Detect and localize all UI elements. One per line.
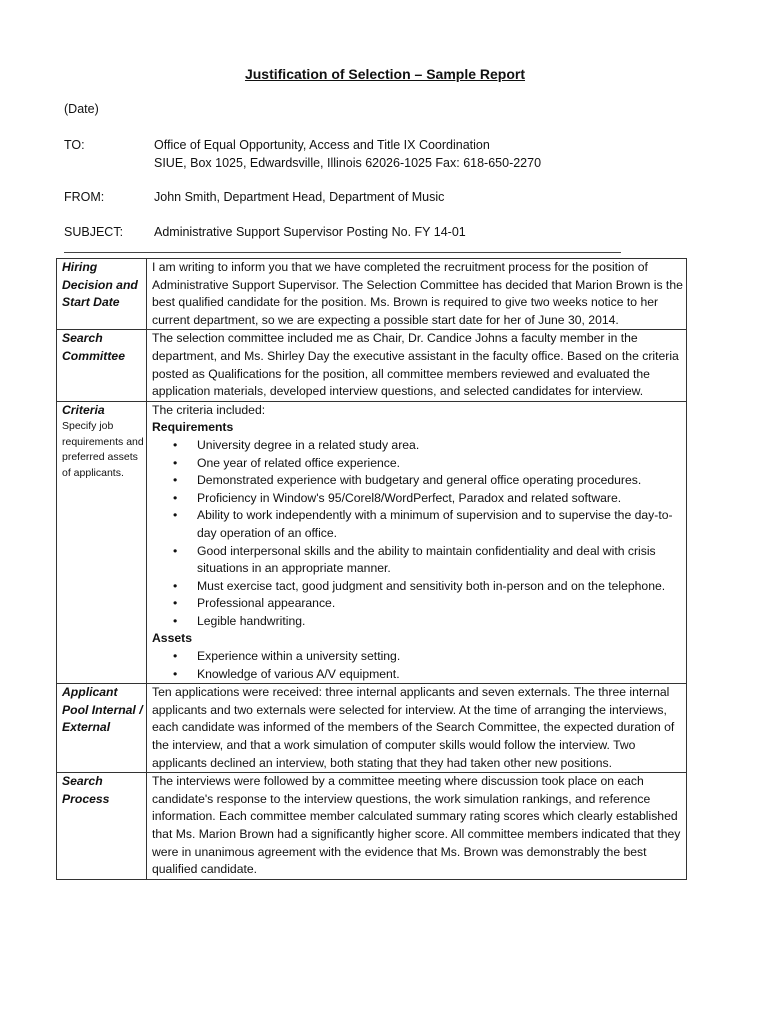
table-row (57, 773, 687, 880)
list-item: • Ability to work independently with a minimum of supervision and to supervise the day-to-day operation of an office. (197, 507, 684, 542)
criteria-sublabel: Specify job requirements and preferred assets of applicants. (62, 420, 144, 479)
document-title: Justification of Selection – Sample Report (244, 66, 526, 82)
from-label: FROM: (64, 190, 105, 204)
row-label-criteria: Criteria (62, 402, 105, 417)
list-item: • University degree in a related study area. (197, 437, 684, 455)
row-text-committee: The selection committee included me as Chair, Dr. Candice Johns a faculty member in the department, and Ms. Shirley Day the executive assistant in the faculty office. Based on the criteria posted as Qualifications for the position, all committee members reviewed and evaluated the application materials, developed interview questions, and selected candidates for interview. (147, 330, 687, 401)
row-text-pool: Ten applications were received: three internal applicants and seven externals. The three internal applicants and two externals were selected for interview. At the time of arranging the interviews, each candidate was informed of the members of the Search Committee, the expected duration of the interview, and that a work simulation of computer skills would follow the interview. Two applicants declined an interview, both stating that they had taken other new positions. (147, 684, 687, 773)
list-item: • Good interpersonal skills and the ability to maintain confidentiality and deal with crisis situations in an appropriate manner. (197, 543, 684, 578)
list-item: • Proficiency in Window's 95/Corel8/WordPerfect, Paradox and related software. (197, 490, 684, 508)
to-line-1: Office of Equal Opportunity, Access and Title IX Coordination (154, 138, 490, 152)
assets-heading: Assets (152, 631, 192, 646)
list-item: • Demonstrated experience with budgetary and general office operating procedures. (197, 472, 684, 490)
list-item: • Must exercise tact, good judgment and sensitivity both in-person and on the telephone. (197, 578, 684, 596)
row-label-hiring: Hiring Decision and Start Date (57, 259, 147, 330)
date-line: (Date) (64, 102, 99, 116)
list-item: • Professional appearance. (197, 595, 684, 613)
row-label-committee: Search Committee (57, 330, 147, 401)
list-item: • Legible handwriting. (197, 613, 684, 631)
to-value (154, 137, 714, 172)
list-item: • Knowledge of various A/V equipment. (197, 666, 684, 684)
requirements-heading: Requirements (152, 420, 234, 435)
to-line-2: SIUE, Box 1025, Edwardsville, Illinois 62026-1025 Fax: 618-650-2270 (154, 155, 542, 170)
row-text-process: The interviews were followed by a committee meeting where discussion took place on each candidate's response to the interview questions, the work simulation rankings, and reference information. Each committee member calculated summary rating scores which clearly established that Ms. Marion Brown had a significantly higher score. All committee members indicated that they were in unanimous agreement with the evidence that Ms. Brown was demonstrably the best qualified candidate. (147, 773, 687, 880)
to-label: TO: (64, 138, 85, 152)
requirements-list (152, 437, 684, 631)
assets-list (152, 648, 684, 683)
table-row (57, 259, 687, 330)
row-label-pool: Applicant Pool Internal / External (57, 684, 147, 773)
subject-label: SUBJECT: (64, 225, 124, 239)
table-row (57, 330, 687, 401)
list-item: • One year of related office experience. (197, 455, 684, 473)
row-label-criteria-cell (57, 401, 147, 684)
row-label-process: Search Process (57, 773, 147, 880)
from-value: John Smith, Department Head, Department of Music (154, 190, 445, 204)
subject-value: Administrative Support Supervisor Posting No. FY 14-01 (154, 225, 466, 239)
criteria-intro: The criteria included: (152, 402, 266, 417)
table-row (57, 684, 687, 773)
table-row (57, 401, 687, 684)
header-divider (64, 252, 621, 253)
row-text-hiring: I am writing to inform you that we have completed the recruitment process for the position of Administrative Support Supervisor. The Selection Committee has decided that Marion Brown is the best qualified candidate for the position. Ms. Brown is required to give two weeks notice to her current department, so we are expecting a possible start date for her of June 30, 2014. (147, 259, 687, 330)
list-item: • Experience within a university setting. (197, 648, 684, 666)
justification-table (56, 258, 687, 880)
row-text-criteria (147, 401, 687, 684)
